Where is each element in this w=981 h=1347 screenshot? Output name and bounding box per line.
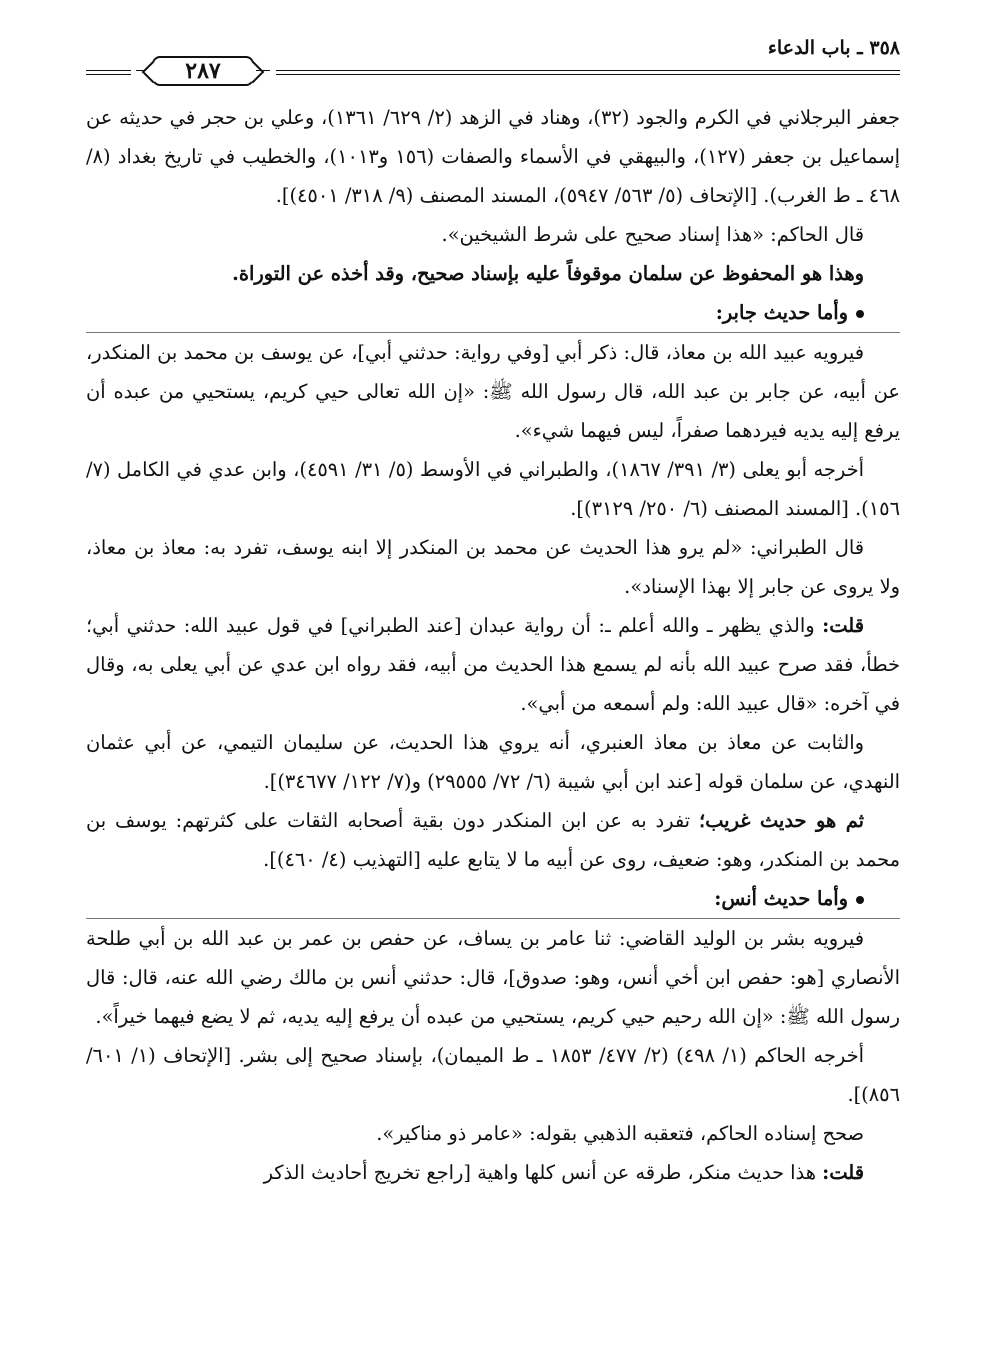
paragraph-gharib xyxy=(86,801,900,879)
paragraph-text: أخرجه الحاكم (١/ ٤٩٨) (٢/ ٤٧٧/ ١٨٥٣ ـ ط الميمان)، بإسناد صحيح إلى بشر. [الإتحاف (١/ ٦٠١/ ٨٥٦)]. xyxy=(86,1044,900,1106)
book-page xyxy=(86,30,900,1330)
paragraph-text: أخرجه أبو يعلى (٣/ ٣٩١/ ١٨٦٧)، والطبراني في الأوسط (٥/ ٣١/ ٤٥٩١)، وابن عدي في الكامل (٧/ ١٥٦). [المسند المصنف (٦/ ٢٥٠/ ٣١٢٩)]. xyxy=(86,458,900,520)
section-jabir xyxy=(86,293,900,332)
bullet-icon xyxy=(856,310,864,318)
paragraph-citations xyxy=(86,98,900,215)
page-number: ٢٨٧ xyxy=(185,58,221,84)
page-body xyxy=(86,98,900,1192)
paragraph-qultu-2 xyxy=(86,1153,900,1192)
page-number-badge xyxy=(136,53,270,89)
paragraph-lead: قلت: xyxy=(822,1161,864,1184)
paragraph-tabarani xyxy=(86,528,900,606)
section-anas xyxy=(86,879,900,918)
paragraph-text: هذا حديث منكر، طرقه عن أنس كلها واهية [راجع تخريج أحاديث الذكر xyxy=(263,1161,823,1184)
paragraph-text: قال الطبراني: «لم يرو هذا الحديث عن محمد بن المنكدر إلا ابنه يوسف، تفرد به: معاذ بن معاذ، ولا يروى عن جابر إلا بهذا الإسناد». xyxy=(86,536,900,598)
paragraph-text: وهذا هو المحفوظ عن سلمان موقوفاً عليه بإسناد صحيح، وقد أخذه عن التوراة. xyxy=(232,262,864,285)
paragraph-dhahabi xyxy=(86,1114,900,1153)
running-title: ٣٥٨ ـ باب الدعاء xyxy=(767,37,900,59)
paragraph-jabir-sources xyxy=(86,450,900,528)
paragraph-lead: قلت: xyxy=(822,614,864,637)
badge-rule-right xyxy=(256,70,270,71)
paragraph-text: فيرويه بشر بن الوليد القاضي: ثنا عامر بن يساف، عن حفص بن عمر بن عبد الله بن أبي طلحة الأنصاري [هو: حفص ابن أخي أنس، وهو: صدوق]، قال: حدثني أنس بن مالك رضي الله عنه، قال: قال رسول الله ﷺ: «إن الله رحيم حيي كريم، يستحيي من عبده أن يرفع إليه يديه، ثم لا يضع فيهما خيراً». xyxy=(86,927,900,1028)
paragraph-text: فيرويه عبيد الله بن معاذ، قال: ذكر أبي [وفي رواية: حدثني أبي]، عن يوسف بن محمد بن المنكدر، عن أبيه، عن جابر بن عبد الله، قال رسول الله ﷺ: «إن الله تعالى حيي كريم، يستحيي من عبده أن يرفع إليه يديه فيردهما صفراً، ليس فيهما شيء». xyxy=(86,341,900,442)
paragraph-text: والذي يظهر ـ والله أعلم ـ: أن رواية عبدان [عند الطبراني] في قول عبيد الله: حدثني أبي؛ خطأ، فقد صرح عبيد الله بأنه لم يسمع هذا الحديث من أبيه، فقد رواه ابن عدي عن أبي يعلى به، وقال في آخره: «قال عبيد الله: ولم أسمعه من أبي». xyxy=(86,614,900,715)
paragraph-lead: ثم هو حديث غريب؛ xyxy=(698,809,865,832)
paragraph-anas-sources xyxy=(86,1036,900,1114)
paragraph-anas-chain xyxy=(86,918,900,1036)
paragraph-thabit xyxy=(86,723,900,801)
paragraph-text: صحح إسناده الحاكم، فتعقبه الذهبي بقوله: «عامر ذو مناكير». xyxy=(376,1122,864,1145)
paragraph-salman xyxy=(86,254,900,293)
paragraph-qultu-1 xyxy=(86,606,900,723)
paragraph-text: والثابت عن معاذ بن معاذ العنبري، أنه يروي هذا الحديث، عن سليمان التيمي، عن أبي عثمان النهدي، عن سلمان قوله [عند ابن أبي شيبة (٦/ ٧٢/ ٢٩٥٥٥) و(٧/ ١٢٢/ ٣٤٦٧٧)]. xyxy=(86,731,900,793)
bullet-icon xyxy=(856,896,864,904)
section-heading: وأما حديث أنس: xyxy=(714,887,848,910)
paragraph-text: قال الحاكم: «هذا إسناد صحيح على شرط الشيخين». xyxy=(441,223,864,246)
page-header xyxy=(86,30,900,90)
paragraph-text: تفرد به عن ابن المنكدر دون بقية أصحابه الثقات على كثرتهم: يوسف بن محمد بن المنكدر، وهو: ضعيف، روى عن أبيه ما لا يتابع عليه [التهذيب (٤/ ٤٦٠)]. xyxy=(86,809,900,871)
section-heading: وأما حديث جابر: xyxy=(715,301,848,324)
paragraph-jabir-chain xyxy=(86,332,900,450)
paragraph-text: جعفر البرجلاني في الكرم والجود (٣٢)، وهناد في الزهد (٢/ ٦٢٩/ ١٣٦١)، وعلي بن حجر في حديثه عن إسماعيل بن جعفر (١٢٧)، والبيهقي في الأسماء والصفات (١٥٦ و١٠١٣)، والخطيب في تاريخ بغداد (٨/ ٤٦٨ ـ ط الغرب). [الإتحاف (٥/ ٥٦٣/ ٥٩٤٧)، المسند المصنف (٩/ ٣١٨/ ٤٥٠١)]. xyxy=(86,106,901,207)
paragraph-hakim xyxy=(86,215,900,254)
